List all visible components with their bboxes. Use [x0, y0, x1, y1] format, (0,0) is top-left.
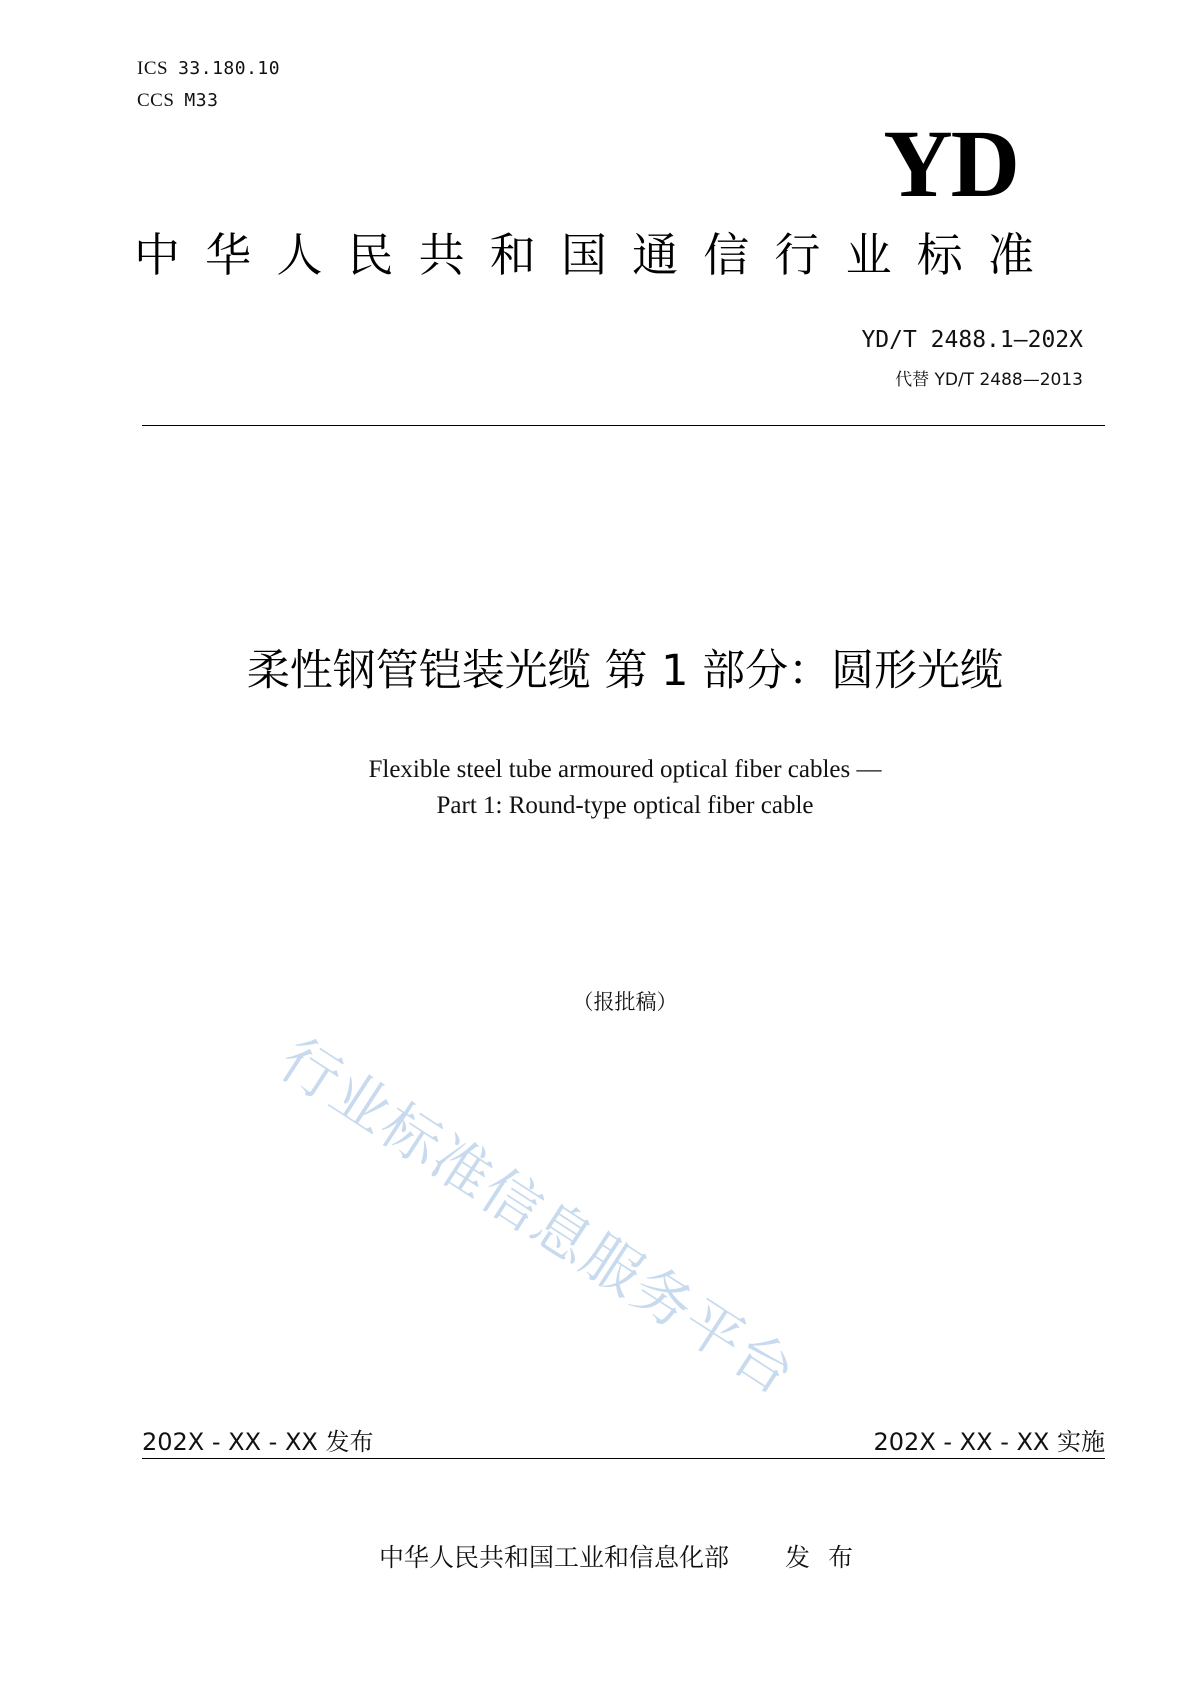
- publisher-action: 发布: [785, 1543, 872, 1572]
- watermark: 行业标准信息服务平台: [267, 1024, 809, 1409]
- org-title-char: 民: [347, 228, 394, 282]
- title-english: [0, 752, 1190, 824]
- standard-number: YD/T 2488.1—202X: [861, 327, 1083, 353]
- org-title-char: 标: [916, 228, 963, 282]
- org-title-char: 信: [703, 228, 750, 282]
- org-title-char: 人: [276, 228, 323, 282]
- org-title-char: 准: [987, 228, 1034, 282]
- org-title-char: 共: [418, 228, 465, 282]
- org-title-char: 业: [845, 228, 892, 282]
- publisher-name: 中华人民共和国工业和信息化部: [378, 1543, 729, 1572]
- org-title: [134, 228, 1034, 282]
- publisher-line: [0, 1538, 1190, 1574]
- replaces-standard: 代替 YD/T 2488—2013: [895, 370, 1083, 390]
- draft-status: （报批稿）: [572, 990, 678, 1014]
- yd-logo: YD: [883, 110, 1018, 217]
- org-title-char: 和: [489, 228, 536, 282]
- ccs-line: [137, 90, 218, 112]
- ics-line: [137, 58, 280, 80]
- ccs-value: M33: [184, 90, 219, 111]
- implement-date: 202X - XX - XX 实施: [873, 1428, 1105, 1456]
- ccs-label: CCS: [137, 90, 175, 111]
- title-english-line2: Part 1: Round-type optical fiber cable: [436, 792, 814, 819]
- title-english-line1: Flexible steel tube armoured optical fiber cables —: [368, 756, 882, 783]
- title-chinese: 柔性钢管铠装光缆 第 1 部分：圆形光缆: [246, 646, 1004, 696]
- publish-date: 202X - XX - XX 发布: [142, 1428, 374, 1456]
- footer-divider: [142, 1458, 1105, 1459]
- org-title-char: 中: [134, 228, 180, 282]
- org-title-char: 国: [560, 228, 607, 282]
- org-title-char: 华: [205, 228, 252, 282]
- org-title-char: 通: [632, 228, 679, 282]
- ics-label: ICS: [137, 58, 169, 79]
- org-title-char: 行: [774, 228, 821, 282]
- header-divider: [142, 425, 1105, 426]
- ics-value: 33.180.10: [178, 58, 281, 79]
